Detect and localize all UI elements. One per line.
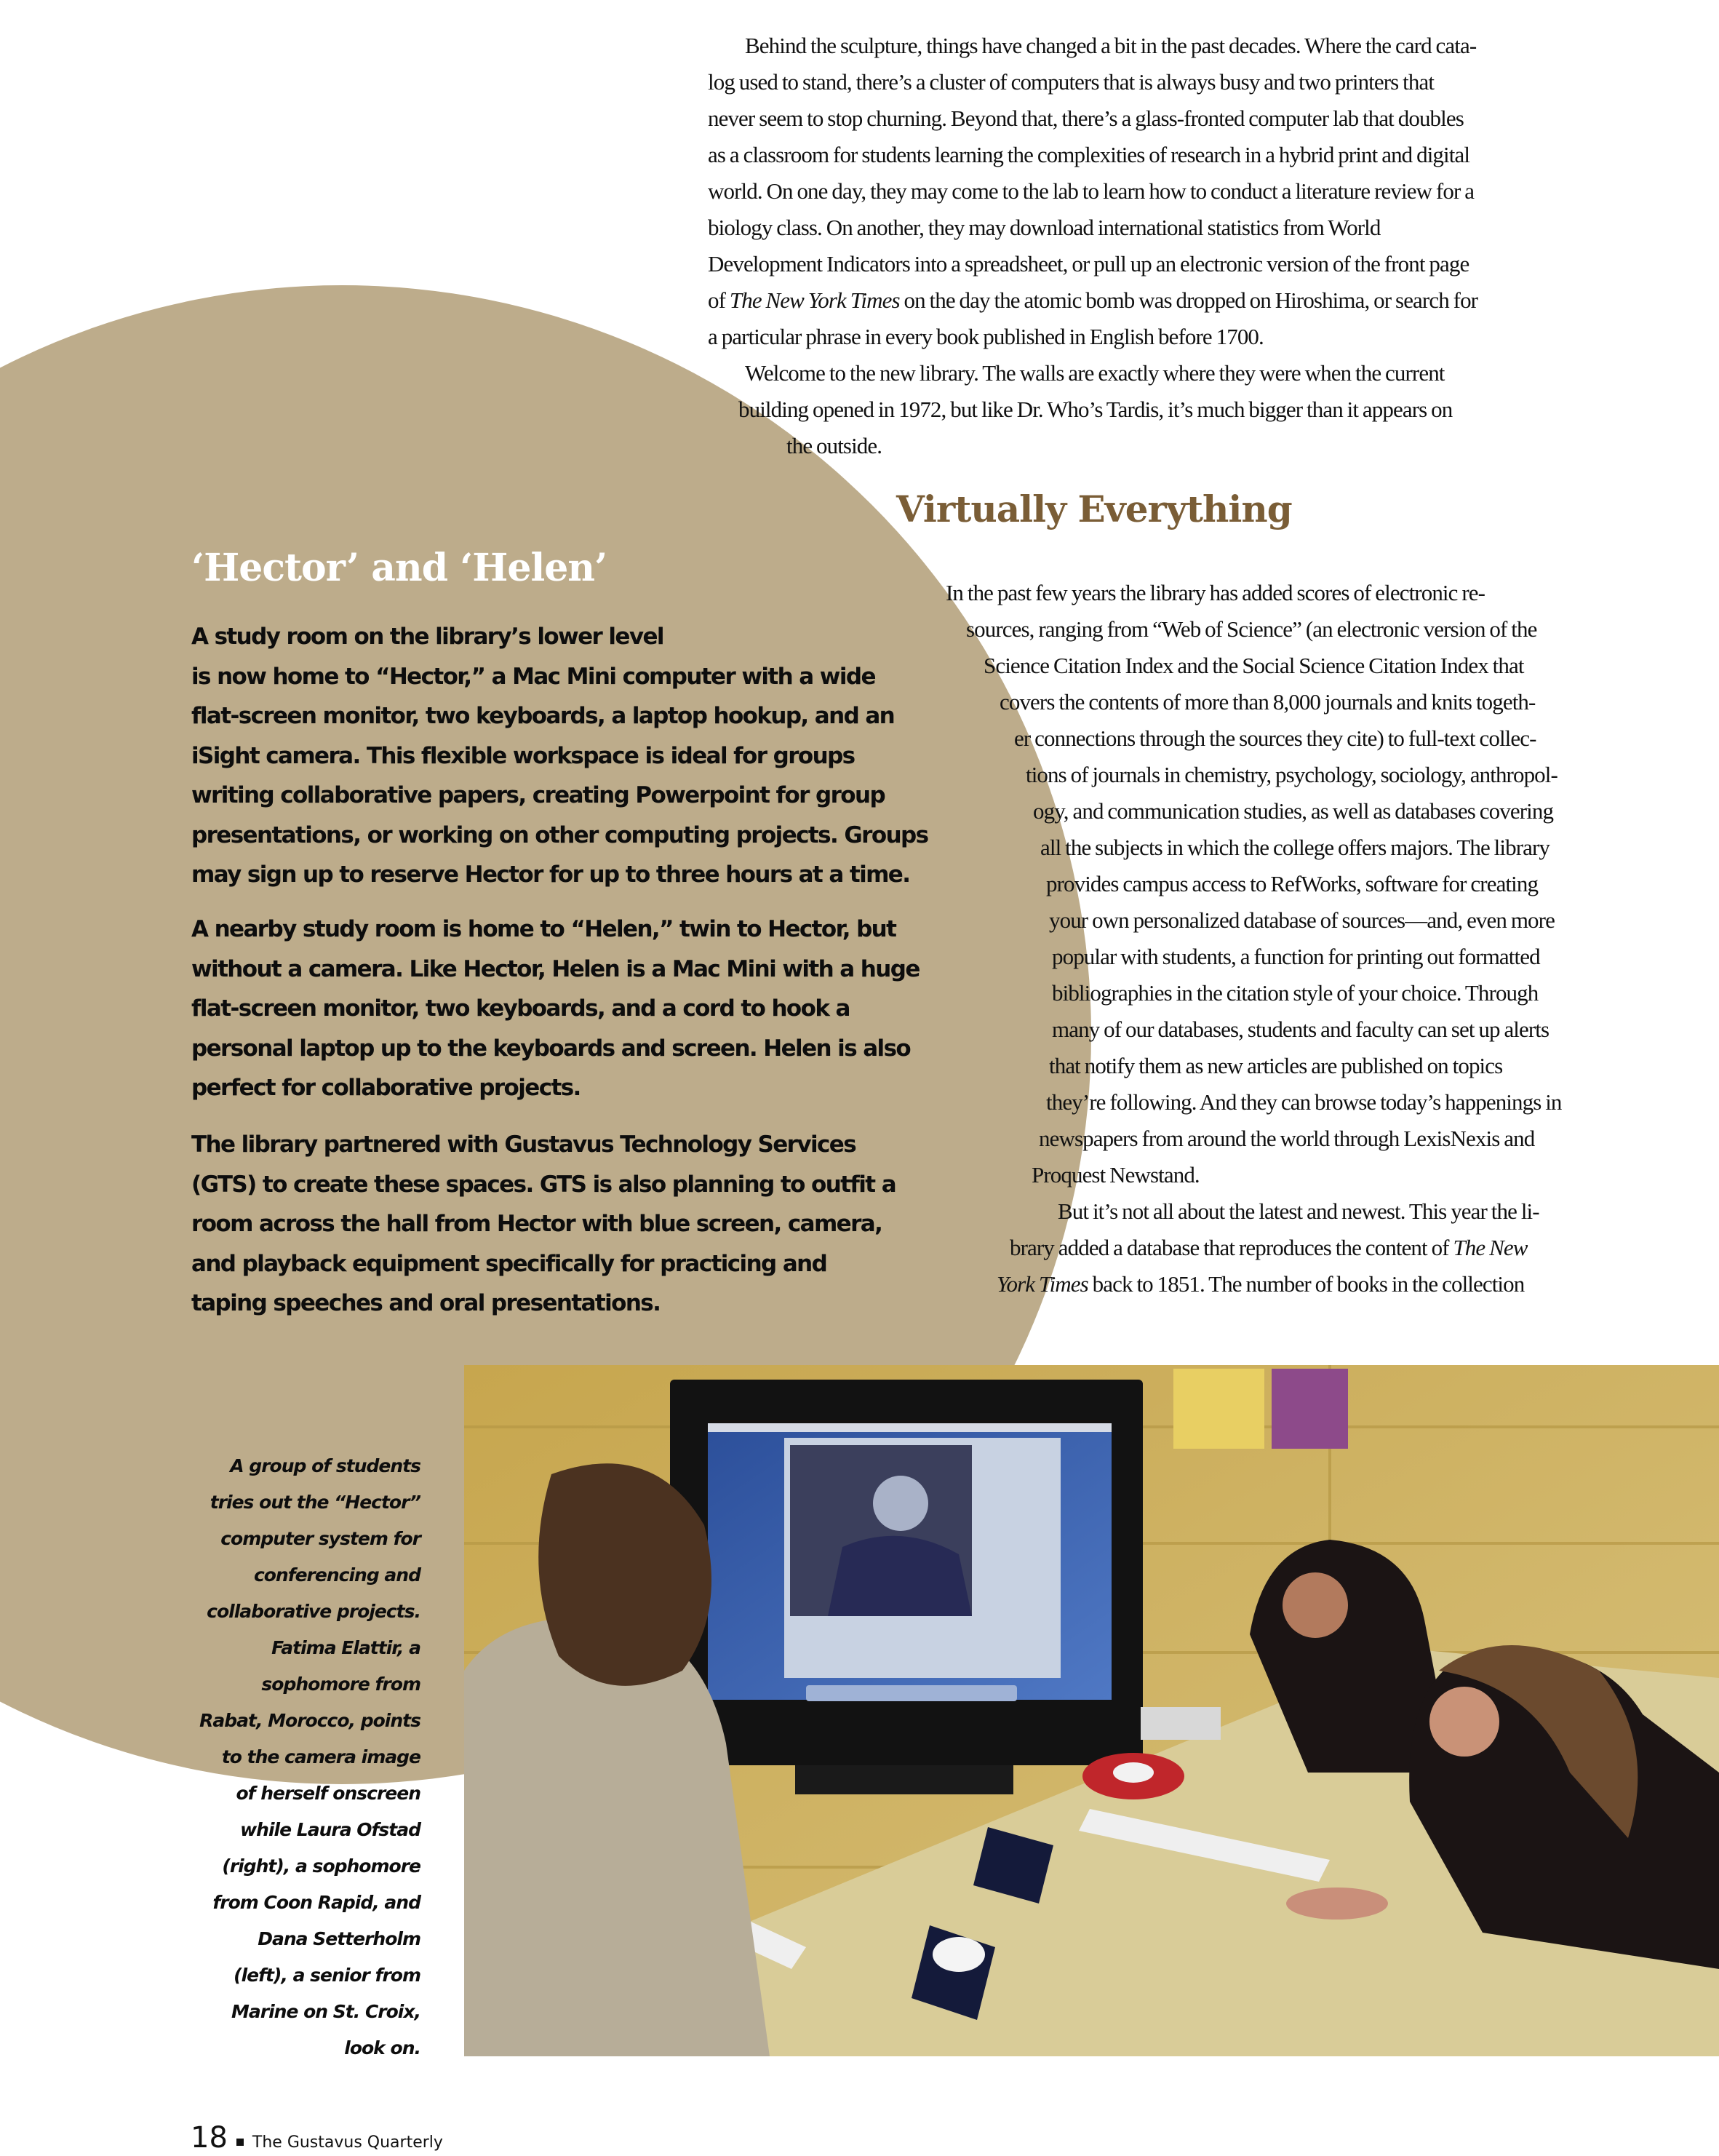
caption-line: Marine on St. Croix, xyxy=(231,2001,420,2022)
caption-line: tries out the “Hector” xyxy=(210,1492,420,1513)
sidebar-line: A nearby study room is home to “Helen,” twin to Hector, but xyxy=(191,916,896,942)
section-line: tions of journals in chemistry, psychology, sociology, anthropol- xyxy=(1026,762,1558,787)
newspaper-title: The New York Times xyxy=(729,287,900,313)
menu-bar xyxy=(708,1423,1112,1432)
sidebar-line: presentations, or working on other computing projects. Groups xyxy=(191,822,928,848)
intro-line: Welcome to the new library. The walls are exactly where they were when the current xyxy=(745,360,1445,386)
sidebar-paragraph xyxy=(191,910,977,1108)
caption-line: while Laura Ofstad xyxy=(240,1819,420,1840)
caption-line: (right), a sophomore xyxy=(222,1855,420,1877)
section-line: that notify them as new articles are published on topics xyxy=(1049,1053,1503,1078)
newspaper-title: The New xyxy=(1453,1235,1528,1260)
text-run: back to 1851. The number of books in the collection xyxy=(1088,1271,1525,1297)
mouse-front xyxy=(933,1937,985,1972)
caption-line: Dana Setterholm xyxy=(258,1928,420,1949)
sidebar-line: room across the hall from Hector with blue screen, camera, xyxy=(191,1211,882,1237)
section-line: ogy, and communication studies, as well as databases covering xyxy=(1033,798,1554,824)
section-line: sources, ranging from “Web of Science” (an electronic version of the xyxy=(966,616,1537,642)
newspaper-title: York Times xyxy=(997,1271,1088,1297)
caption-line: to the camera image xyxy=(221,1746,420,1767)
section-line xyxy=(938,1230,1712,1266)
section-line: Proquest Newstand. xyxy=(1032,1162,1200,1188)
section-line: er connections through the sources they cite) to full-text collec- xyxy=(1014,725,1536,751)
section-line: bibliographies in the citation style of your choice. Through xyxy=(1052,980,1539,1006)
section-line: they’re following. And they can browse today’s happenings in xyxy=(1046,1089,1562,1115)
sidebar-line: writing collaborative papers, creating Powerpoint for group xyxy=(191,782,885,808)
sidebar-heading: ‘Hector’ and ‘Helen’ xyxy=(191,546,607,590)
caption-line: collaborative projects. xyxy=(207,1601,420,1622)
caption-line: Fatima Elattir, a xyxy=(271,1637,420,1658)
sidebar-line: taping speeches and oral presentations. xyxy=(191,1290,661,1316)
person-middle-face xyxy=(1283,1572,1348,1638)
intro-line: Development Indicators into a spreadsheet, or pull up an electronic version of the front page xyxy=(708,251,1469,277)
text-run: brary added a database that reproduces the content of xyxy=(1010,1235,1453,1260)
intro-line: biology class. On another, they may download international statistics from World xyxy=(708,215,1381,240)
sidebar-line: perfect for collaborative projects. xyxy=(191,1075,581,1101)
section-line: covers the contents of more than 8,000 journals and knits togeth- xyxy=(1000,689,1536,715)
intro-text xyxy=(708,28,1712,464)
photo-students-at-computer xyxy=(464,1365,1719,2056)
sidebar-line: A study room on the library’s lower level xyxy=(191,624,663,650)
sidebar-line: iSight camera. This flexible workspace is ideal for groups xyxy=(191,742,855,769)
section-line: provides campus access to RefWorks, software for creating xyxy=(1046,871,1539,896)
section-line: all the subjects in which the college offers majors. The library xyxy=(1040,835,1550,860)
sidebar-line: The library partnered with Gustavus Technology Services xyxy=(191,1131,856,1158)
intro-line: as a classroom for students learning the complexities of research in a hybrid print and digital xyxy=(708,142,1470,167)
photo-illustration xyxy=(464,1365,1719,2056)
text-run: on the day the atomic bomb was dropped on Hiroshima, or search for xyxy=(899,287,1478,313)
section-line: In the past few years the library has added scores of electronic re- xyxy=(946,580,1485,605)
dock xyxy=(806,1685,1017,1701)
person-right-face xyxy=(1429,1687,1499,1757)
sidebar-line: may sign up to reserve Hector for up to three hours at a time. xyxy=(191,862,910,888)
intro-line: log used to stand, there’s a cluster of computers that is always busy and two printers that xyxy=(708,69,1435,95)
caption-line: from Coon Rapid, and xyxy=(212,1892,420,1913)
text-run: of xyxy=(708,287,730,313)
section-body xyxy=(938,575,1712,1302)
page-footer xyxy=(191,2121,443,2155)
purple-notice xyxy=(1272,1369,1348,1449)
caption-line: conferencing and xyxy=(253,1564,420,1586)
page-number: 18 xyxy=(191,2121,228,2155)
intro-line xyxy=(708,282,1712,319)
section-line: your own personalized database of sources—and, even more xyxy=(1049,907,1555,933)
section-line: But it’s not all about the latest and newest. This year the li- xyxy=(1058,1198,1539,1224)
intro-line: never seem to stop churning. Beyond that, there’s a glass-fronted computer lab that doubles xyxy=(708,106,1464,131)
section-line: popular with students, a function for printing out formatted xyxy=(1052,944,1540,969)
section-line: many of our databases, students and faculty can set up alerts xyxy=(1052,1017,1550,1042)
caption-line: computer system for xyxy=(220,1528,420,1549)
sidebar-line: is now home to “Hector,” a Mac Mini computer with a wide xyxy=(191,663,875,690)
hand-on-desk xyxy=(1286,1888,1388,1920)
intro-line: the outside. xyxy=(786,433,882,458)
sidebar-line: personal laptop up to the keyboards and screen. Helen is also xyxy=(191,1035,911,1062)
section-line: Science Citation Index and the Social Science Citation Index that xyxy=(984,653,1524,678)
sidebar-line: without a camera. Like Hector, Helen is a Mac Mini with a huge xyxy=(191,955,920,982)
caption-line: sophomore from xyxy=(261,1674,420,1695)
caption-line: Rabat, Morocco, points xyxy=(199,1710,420,1731)
bullet-square-icon xyxy=(236,2139,244,2146)
sidebar-paragraph xyxy=(191,1125,977,1324)
mouse-right xyxy=(1113,1762,1154,1783)
sidebar-line: flat-screen monitor, two keyboards, and a cord to hook a xyxy=(191,995,850,1022)
intro-line: building opened in 1972, but like Dr. Who’s Tardis, it’s much bigger than it appears on xyxy=(738,397,1453,422)
photo-caption xyxy=(175,1448,420,2067)
caption-line: of herself onscreen xyxy=(236,1783,420,1804)
sidebar-line: flat-screen monitor, two keyboards, a laptop hookup, and an xyxy=(191,703,895,729)
section-line: newspapers from around the world through LexisNexis and xyxy=(1039,1126,1535,1151)
yellow-notice xyxy=(1173,1369,1264,1449)
section-heading: Virtually Everything xyxy=(896,488,1292,530)
publication-name: The Gustavus Quarterly xyxy=(252,2133,443,2152)
intro-line: Behind the sculpture, things have changed a bit in the past decades. Where the card cata- xyxy=(745,33,1477,58)
caption-line: look on. xyxy=(344,2037,420,2058)
sidebar-line: and playback equipment specifically for practicing and xyxy=(191,1250,827,1277)
sidebar-line: (GTS) to create these spaces. GTS is also planning to outfit a xyxy=(191,1171,896,1198)
monitor-stand xyxy=(795,1765,1013,1794)
section-line xyxy=(938,1266,1712,1302)
intro-line: a particular phrase in every book published in English before 1700. xyxy=(708,324,1264,349)
caption-line: A group of students xyxy=(230,1455,420,1476)
onscreen-face xyxy=(873,1476,928,1531)
mac-mini xyxy=(1141,1707,1221,1740)
sidebar-paragraph xyxy=(191,617,977,895)
caption-line: (left), a senior from xyxy=(234,1965,420,1986)
intro-line: world. On one day, they may come to the lab to learn how to conduct a literature review for a xyxy=(708,178,1475,204)
